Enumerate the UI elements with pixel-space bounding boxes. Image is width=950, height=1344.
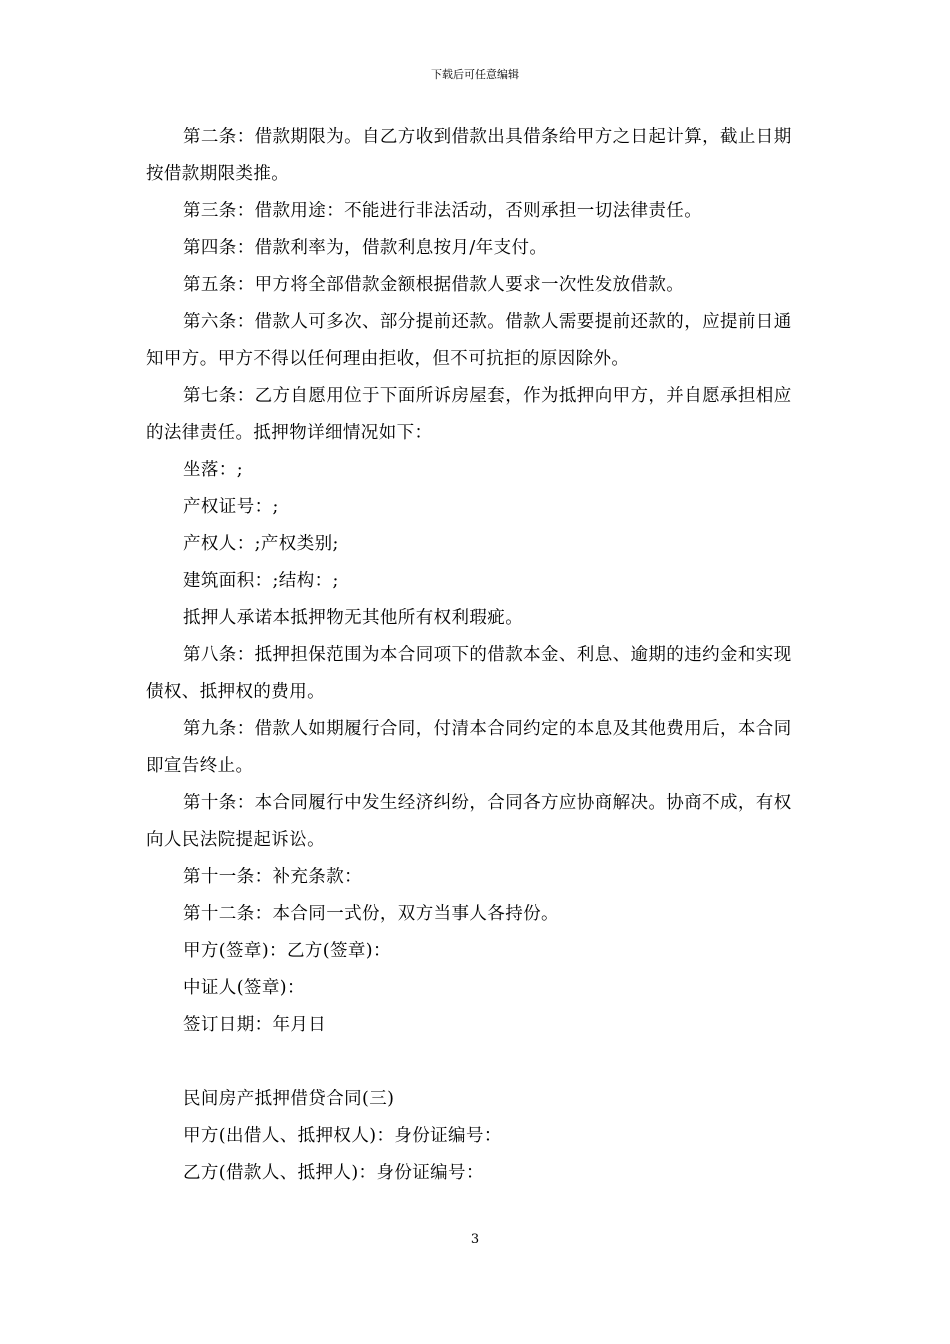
article-10: 第十条：本合同履行中发生经济纠纷，合同各方应协商解决。协商不成，有权向人民法院提起诉讼。 <box>146 793 792 850</box>
article-6: 第六条：借款人可多次、部分提前还款。借款人需要提前还款的，应提前日通知甲方。甲方不得以任何理由拒收，但不可抗拒的原因除外。 <box>146 312 792 369</box>
collateral-certificate-number: 产权证号：; <box>183 497 279 517</box>
section-title: 民间房产抵押借贷合同(三) <box>183 1089 395 1109</box>
section-spacer <box>146 1044 808 1081</box>
party-a-line: 甲方(出借人、抵押权人)：身份证编号： <box>183 1126 502 1146</box>
article-8: 第八条：抵押担保范围为本合同项下的借款本金、利息、逾期的违约金和实现债权、抵押权的费用。 <box>146 645 792 702</box>
signature-parties: 甲方(签章)：乙方(签章)： <box>183 941 391 961</box>
page-number: 3 <box>470 1232 480 1247</box>
collateral-owner: 产权人：;产权类别; <box>183 534 339 554</box>
collateral-location: 坐落：; <box>183 460 243 480</box>
signature-witness: 中证人(签章)： <box>183 978 305 998</box>
party-b-line: 乙方(借款人、抵押人)：身份证编号： <box>183 1163 484 1183</box>
article-11: 第十一条：补充条款： <box>183 867 362 887</box>
article-12: 第十二条：本合同一式份，双方当事人各持份。 <box>183 904 559 924</box>
page-header: 下载后可任意编辑 <box>431 68 519 81</box>
article-2: 第二条：借款期限为。自乙方收到借款出具借条给甲方之日起计算，截止日期按借款期限类推。 <box>146 127 792 184</box>
document-body <box>146 119 808 1192</box>
article-5: 第五条：甲方将全部借款金额根据借款人要求一次性发放借款。 <box>183 275 685 295</box>
signing-date: 签订日期：年月日 <box>183 1015 327 1035</box>
article-9: 第九条：借款人如期履行合同，付清本合同约定的本息及其他费用后，本合同即宣告终止。 <box>146 719 792 776</box>
article-7: 第七条：乙方自愿用位于下面所诉房屋套，作为抵押向甲方，并自愿承担相应的法律责任。抵押物详细情况如下： <box>146 386 792 443</box>
collateral-guarantee: 抵押人承诺本抵押物无其他所有权利瑕疵。 <box>183 608 524 628</box>
article-3: 第三条：借款用途：不能进行非法活动，否则承担一切法律责任。 <box>183 201 703 221</box>
article-4: 第四条：借款利率为，借款利息按月/年支付。 <box>183 238 548 258</box>
collateral-area-structure: 建筑面积：;结构：; <box>183 571 339 591</box>
